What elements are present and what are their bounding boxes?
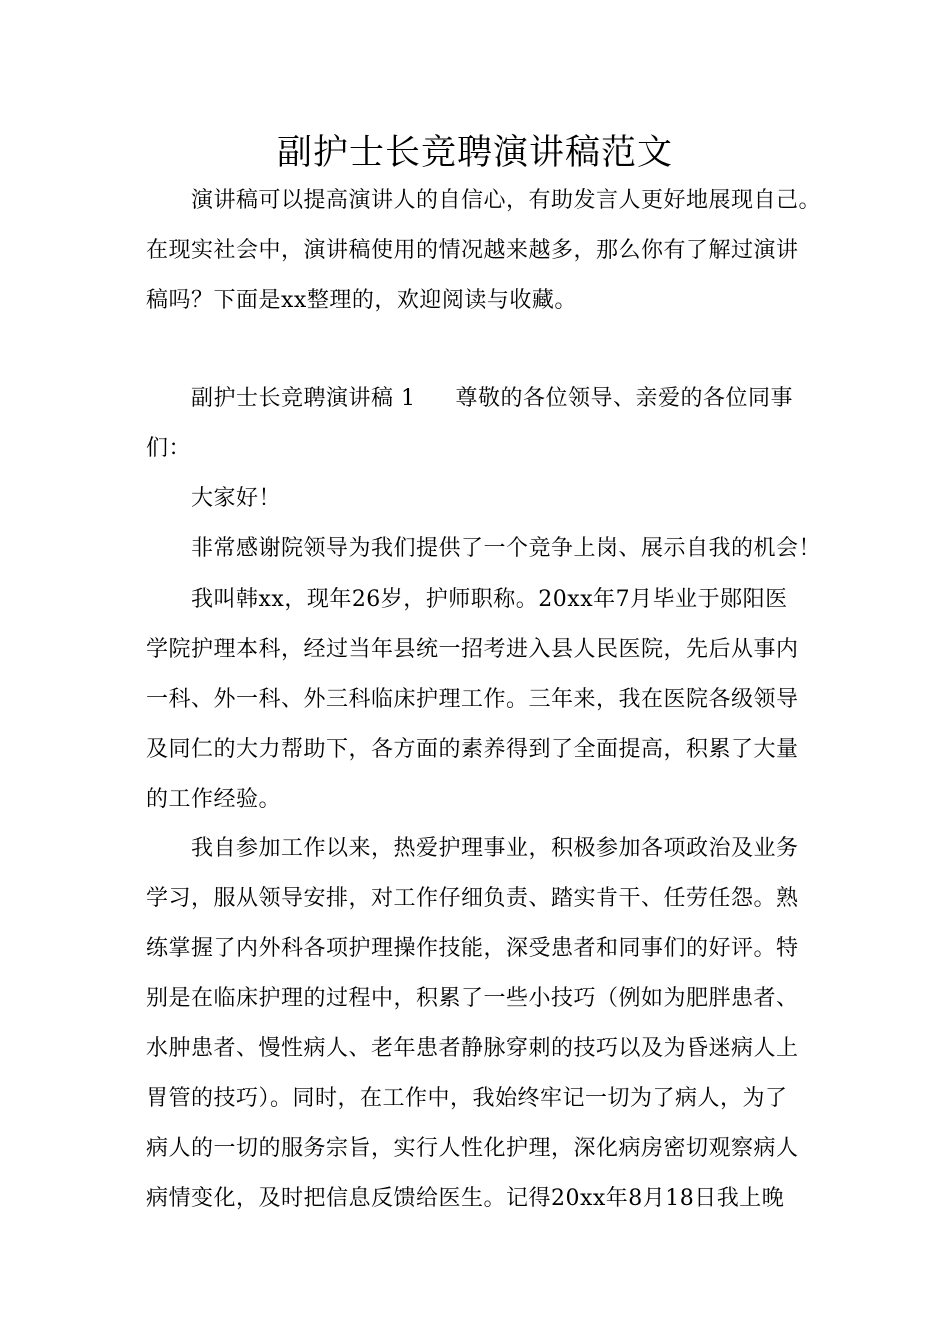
text-line: 水肿患者、慢性病人、老年患者静脉穿刺的技巧以及为昏迷病人上 — [146, 1036, 799, 1061]
document-title: 副护士长竞聘演讲稿范文 — [276, 133, 673, 173]
text-line: 别是在临床护理的过程中，积累了一些小技巧（例如为肥胖患者、 — [146, 986, 799, 1011]
text-line — [146, 374, 816, 424]
text-line: 非常感谢院领导为我们提供了一个竞争上岗、展示自我的机会！ — [191, 536, 822, 561]
text-line: 的工作经验。 — [146, 787, 282, 812]
text-line: 在现实社会中，演讲稿使用的情况越来越多，那么你有了解过演讲 — [146, 238, 799, 263]
text-line: 我叫韩xx，现年26岁，护师职称。20xx年7月毕业于郧阳医 — [191, 587, 788, 612]
hello-paragraph — [146, 474, 816, 524]
intro-paragraph — [146, 176, 822, 326]
text-line: 病人的一切的服务宗旨，实行人性化护理，深化病房密切观察病人 — [146, 1136, 799, 1161]
text-line: 一科、外一科、外三科临床护理工作。三年来，我在医院各级领导 — [146, 687, 799, 712]
text-line: 大家好！ — [191, 486, 282, 511]
text-line: 学院护理本科，经过当年县统一招考进入县人民医院，先后从事内 — [146, 637, 799, 662]
work-paragraph — [146, 824, 816, 1224]
text-line: 病情变化，及时把信息反馈给医生。记得20xx年8月18日我上晚 — [146, 1186, 785, 1211]
thanks-paragraph — [146, 524, 822, 574]
text-line: 稿吗？下面是xx整理的，欢迎阅读与收藏。 — [146, 288, 577, 313]
text-line: 学习，服从领导安排，对工作仔细负责、踏实肯干、任劳任怨。熟 — [146, 886, 799, 911]
text-line: 演讲稿可以提高演讲人的自信心，有助发言人更好地展现自己。 — [191, 188, 822, 213]
greeting-paragraph — [146, 374, 816, 474]
text-line: 我自参加工作以来，热爱护理事业，积极参加各项政治及业务 — [191, 836, 799, 861]
section-heading: 副护士长竞聘演讲稿 1 — [191, 386, 416, 411]
intro-self-paragraph — [146, 575, 816, 825]
text-line: 胃管的技巧）。同时，在工作中，我始终牢记一切为了病人，为了 — [146, 1086, 788, 1111]
text-line: 及同仁的大力帮助下，各方面的素养得到了全面提高，积累了大量 — [146, 737, 799, 762]
greeting-text: 尊敬的各位领导、亲爱的各位同事 — [455, 386, 794, 411]
text-line: 练掌握了内外科各项护理操作技能，深受患者和同事们的好评。特 — [146, 936, 799, 961]
text-line: 们： — [146, 436, 192, 461]
